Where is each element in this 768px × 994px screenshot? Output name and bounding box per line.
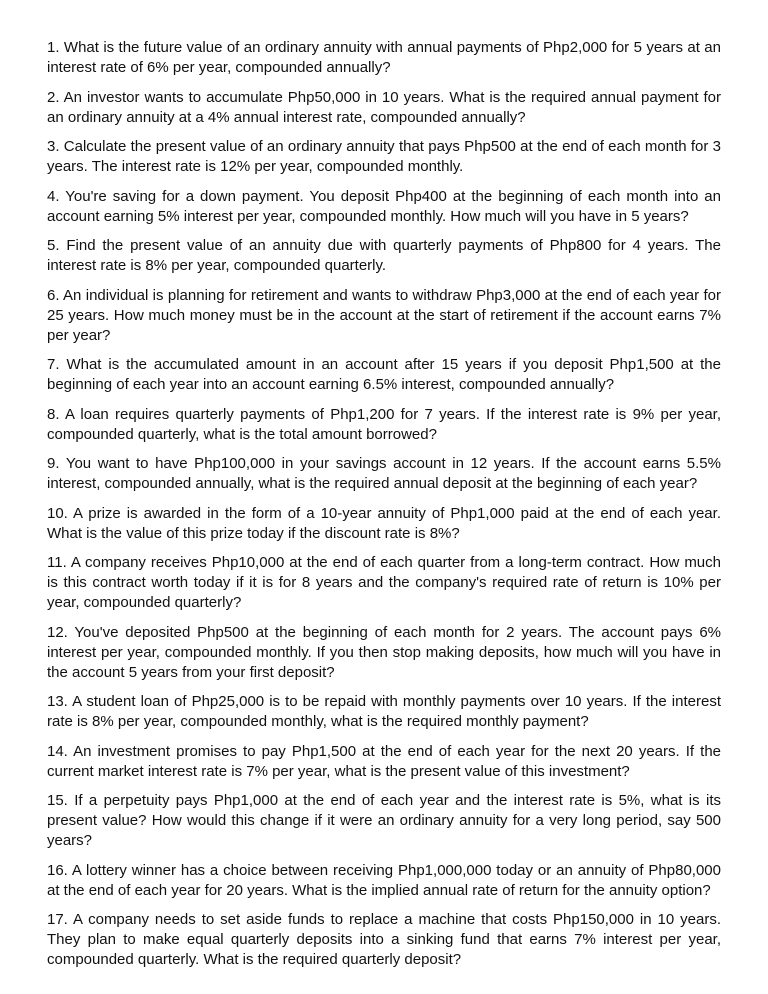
- question-13: 13. A student loan of Php25,000 is to be repaid with monthly payments over 10 years. If the interest rate is 8% per year, compounded monthly, what is the required monthly payment?: [47, 693, 721, 730]
- question-2: 2. An investor wants to accumulate Php50,000 in 10 years. What is the required annual payment for an ordinary annuity at a 4% annual interest rate, compounded annually?: [47, 88, 721, 126]
- question-1: 1. What is the future value of an ordinary annuity with annual payments of Php2,000 for 5 years at an interest rate of 6% per year, compounded annually?: [47, 39, 721, 76]
- question-12: 12. You've deposited Php500 at the beginning of each month for 2 years. The account pays 6% interest per year, compounded monthly. If you then stop making deposits, how much will you have in the account 5 years from your first deposit?: [47, 623, 721, 681]
- question-8: 8. A loan requires quarterly payments of Php1,200 for 7 years. If the interest rate is 9% per year, compounded quarterly, what is the total amount borrowed?: [47, 405, 721, 443]
- question-14: 14. An investment promises to pay Php1,500 at the end of each year for the next 20 years. If the current market interest rate is 7% per year, what is the present value of this investment?: [47, 742, 721, 780]
- question-6: 6. An individual is planning for retirement and wants to withdraw Php3,000 at the end of each year for 25 years. How much money must be in the account at the start of retirement if the account earns 7% per year?: [47, 286, 721, 344]
- question-11: 11. A company receives Php10,000 at the end of each quarter from a long-term contract. How much is this contract worth today if it is for 8 years and the company's required rate of return is 10% per year, compounded quarterly?: [47, 554, 721, 611]
- question-4: 4. You're saving for a down payment. You deposit Php400 at the beginning of each month into an account earning 5% interest per year, compounded monthly. How much will you have in 5 years?: [47, 187, 721, 225]
- question-3: 3. Calculate the present value of an ordinary annuity that pays Php500 at the end of each month for 3 years. The interest rate is 12% per year, compounded monthly.: [47, 138, 721, 175]
- question-16: 16. A lottery winner has a choice between receiving Php1,000,000 today or an annuity of Php80,000 at the end of each year for 20 years. What is the implied annual rate of return for the annuity option?: [47, 861, 721, 899]
- question-9: 9. You want to have Php100,000 in your savings account in 12 years. If the account earns 5.5% interest, compounded annually, what is the required annual deposit at the beginning of each year?: [47, 455, 721, 492]
- question-7: 7. What is the accumulated amount in an account after 15 years if you deposit Php1,500 at the beginning of each year into an account earning 6.5% interest, compounded annually?: [47, 356, 721, 393]
- question-15: 15. If a perpetuity pays Php1,000 at the end of each year and the interest rate is 5%, what is its present value? How would this change if it were an ordinary annuity for a very long period, say 500 years?: [47, 792, 721, 849]
- question-10: 10. A prize is awarded in the form of a 10-year annuity of Php1,000 paid at the end of each year. What is the value of this prize today if the discount rate is 8%?: [47, 504, 721, 542]
- question-list: [47, 38, 721, 980]
- question-17: 17. A company needs to set aside funds to replace a machine that costs Php150,000 in 10 years. They plan to make equal quarterly deposits into a sinking fund that earns 7% interest per year, compounded quarterly. What is the required quarterly deposit?: [47, 911, 721, 968]
- question-5: 5. Find the present value of an annuity due with quarterly payments of Php800 for 4 years. The interest rate is 8% per year, compounded quarterly.: [47, 237, 721, 274]
